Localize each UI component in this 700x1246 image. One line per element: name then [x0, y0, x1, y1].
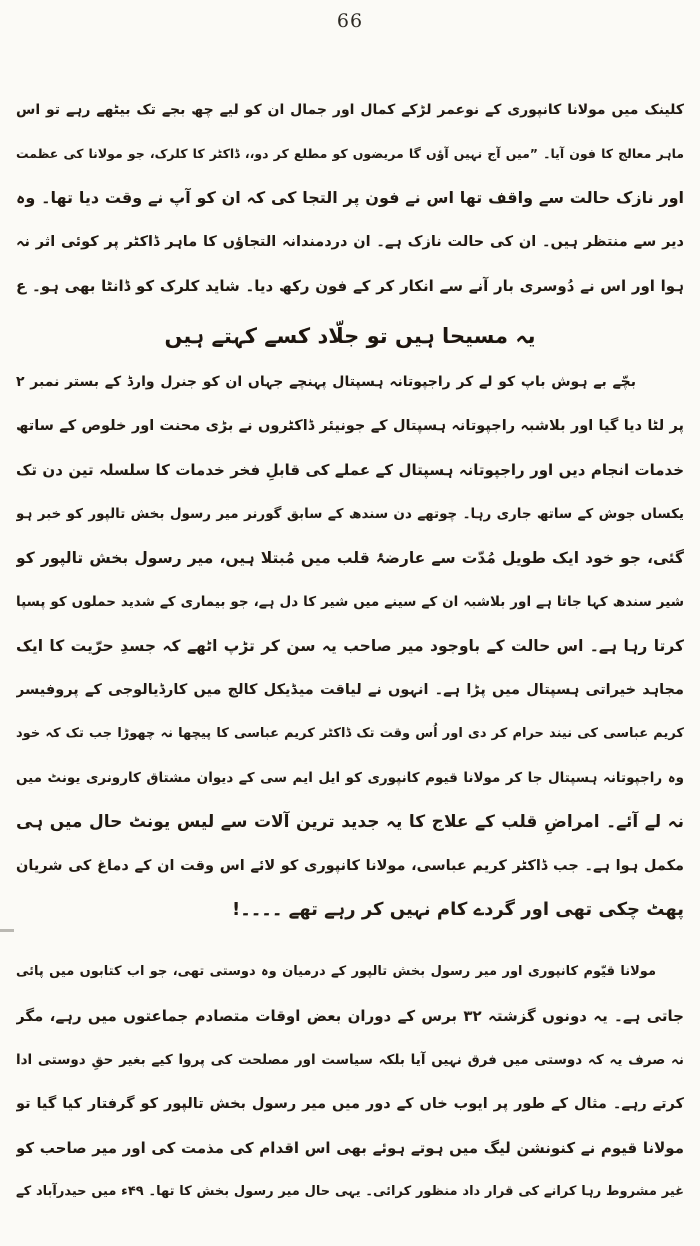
text-line: جاتی ہے۔ یہ دونوں گزشتہ ۳۲ برس کے دوران بعض اوقات متصادم جماعتوں میں رہے، مگر	[16, 1007, 684, 1025]
page-number: 66	[336, 10, 364, 32]
text-line: کرتا رہا ہے۔ اس حالت کے باوجود میر صاحب یہ سن کر تڑپ اٹھے کہ جسدِ حرّیت کا ایک	[16, 637, 684, 655]
text-line: ہوا اور اس نے دُوسری بار آنے سے انکار کر کے فون رکھ دیا۔ شاید کلرک کو ڈانٹا بھی ہو۔ ع	[16, 277, 684, 295]
paragraph-3	[16, 950, 684, 1214]
text-line: پر لٹا دیا گیا اور بلاشبہ راجپوتانہ ہسپتال کے جونیئر ڈاکٹروں نے بڑی محنت اور خلوص کے ساتھ	[16, 418, 684, 434]
text-line: بچّے بے ہوش باپ کو لے کر راجپوتانہ ہسپتال پہنچے جہاں ان کو جنرل وارڈ کے بستر نمبر ۲	[16, 374, 636, 390]
text-line: کریم عباسی کی نیند حرام کر دی اور اُس وقت تک ڈاکٹر کریم عباسی کا پیچھا نہ چھوڑا جب تک کہ خود	[16, 726, 684, 741]
text-line: نہ صرف یہ کہ دوستی میں فرق نہیں آیا بلکہ سیاست اور مصلحت کی پروا کیے بغیر حقِ دوستی ادا	[16, 1052, 684, 1068]
page-content	[0, 88, 700, 1214]
text-line: کرتے رہے۔ مثال کے طور پر ایوب خاں کے دور میں میر رسول بخش تالپور کو گرفتار کیا گیا تو	[16, 1096, 684, 1112]
text-line: مکمل ہوا ہے۔ جب ڈاکٹر کریم عباسی، مولانا کانپوری کو لائے اس وقت ان کے دماغ کی شریان	[16, 858, 684, 874]
text-line: غیر مشروط رہا کرانے کی قرار داد منظور کرائی۔ یہی حال میر رسول بخش کا تھا۔ ۴۹ء میں حیدرآباد کے	[16, 1184, 684, 1199]
text-line: نہ لے آئے۔ امراضِ قلب کے علاج کا یہ جدید ترین آلات سے لیس یونٹ حال میں ہی	[16, 812, 684, 832]
text-line: مولانا قیوم نے کنونشن لیگ میں ہوتے ہوئے بھی اس اقدام کی مذمت کی اور میر صاحب کو	[16, 1139, 684, 1157]
text-line: اور نازک حالت سے واقف تھا اس نے فون پر التجا کی کہ ان کو آپ نے وقت دیا تھا۔ وہ	[16, 188, 684, 207]
text-line: خدمات انجام دیں اور راجپوتانہ ہسپتال کے عملے کی قابلِ فخر خدمات کا سلسلہ تین دن تک	[16, 461, 684, 479]
text-line: مولانا قیّوم کانپوری اور میر رسول بخش تالپور کے درمیان وہ دوستی تھی، جو اب کتابوں میں پائی	[16, 964, 656, 979]
paragraph-2	[16, 360, 684, 932]
text-line: کلینک میں مولانا کانپوری کے نوعمر لڑکے کمال اور جمال ان کو لیے چھ بجے تک بیٹھے رہے تو اس	[16, 102, 684, 118]
text-line: ماہر معالج کا فون آیا۔ ”میں آج نہیں آؤں گا مریضوں کو مطلع کر دو،، ڈاکٹر کا کلرک، جو مولانا کی عظمت	[16, 146, 684, 161]
text-line: مجاہد خیراتی ہسپتال میں پڑا ہے۔ انہوں نے لیاقت میڈیکل کالج میں کارڈیالوجی کے پروفیسر	[16, 682, 684, 698]
text-line: شیر سندھ کہا جاتا ہے اور بلاشبہ ان کے سینے میں شیر کا دل ہے، جو بیماری کے شدید حملوں کو پسپا	[16, 594, 684, 610]
text-line: پھٹ چکی تھی اور گردے کام نہیں کر رہے تھے ۔۔۔۔!	[231, 899, 684, 920]
text-line: دیر سے منتظر ہیں۔ ان کی حالت نازک ہے۔ ان دردمندانہ التجاؤں کا ماہر ڈاکٹر پر کوئی اثر نہ	[16, 234, 684, 250]
text-line: گئی، جو خود ایک طویل مُدّت سے عارضۂ قلب میں مُبتلا ہیں، میر رسول بخش تالپور کو	[16, 549, 684, 567]
text-line: وہ راجپوتانہ ہسپتال جا کر مولانا قیوم کانپوری کو ایل ایم سی کے دیوان مشتاق کارونری یونٹ میں	[16, 770, 684, 786]
verse-heading: یہ مسیحا ہیں تو جلّاد کسے کہتے ہیں	[164, 324, 536, 348]
text-line: یکساں جوش کے ساتھ جاری رہا۔ چوتھے دن سندھ کے سابق گورنر میر رسول بخش تالپور کو خبر ہو	[16, 506, 684, 522]
scan-artifact-dash	[0, 929, 14, 932]
paragraph-1	[16, 88, 684, 308]
